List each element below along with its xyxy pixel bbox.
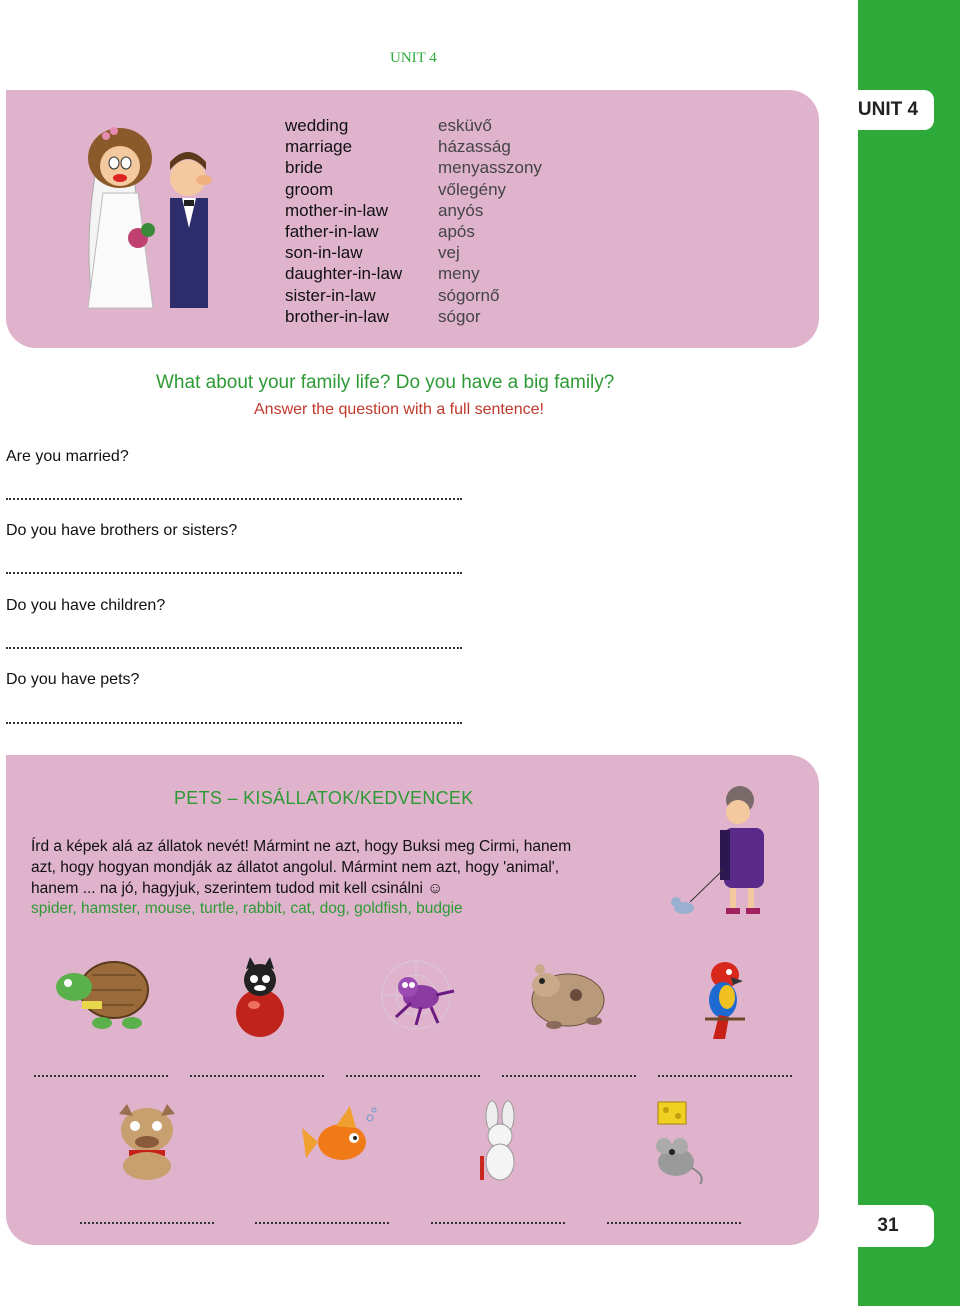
pets-instruction-line: Írd a képek alá az állatok nevét! Mármint ne azt, hogy Buksi meg Cirmi, hanem	[31, 838, 572, 855]
answer-line[interactable]	[6, 572, 462, 574]
vocab-english: groom	[285, 179, 334, 199]
pets-instruction	[31, 836, 661, 899]
rabbit-illustration	[466, 1100, 536, 1185]
questions-instruction: Answer the question with a full sentence!	[254, 401, 544, 418]
vocab-hungarian: vej	[438, 243, 460, 263]
goldfish-illustration	[300, 1100, 380, 1185]
question-pets: Do you have pets?	[6, 671, 140, 688]
vocab-english: wedding	[285, 116, 349, 135]
woman-with-dog-illustration	[668, 780, 778, 925]
vocab-english: brother-in-law	[285, 306, 389, 326]
pet-name-blank[interactable]	[502, 1075, 636, 1077]
vocab-english: mother-in-law	[285, 200, 388, 220]
running-header: UNIT 4	[390, 50, 437, 66]
turtle-illustration	[52, 955, 152, 1035]
pet-name-blank[interactable]	[658, 1075, 792, 1077]
pets-instruction-line: azt, hogy hogyan mondják az állatot angolul. Mármint nem azt, hogy 'animal',	[31, 859, 560, 876]
vocab-hungarian: sógornő	[438, 285, 500, 305]
vocab-english: son-in-law	[285, 243, 363, 263]
hamster-illustration	[518, 955, 618, 1035]
pet-name-blank[interactable]	[34, 1075, 168, 1077]
bride-groom-illustration	[78, 118, 238, 318]
vocab-hungarian: esküvő	[438, 116, 492, 135]
vocab-hungarian: após	[438, 222, 475, 242]
pets-word-list: spider, hamster, mouse, turtle, rabbit, cat, dog, goldfish, budgie	[31, 900, 463, 917]
vocab-hungarian: házasság	[438, 137, 511, 157]
pet-name-blank[interactable]	[607, 1222, 741, 1224]
spider-illustration	[366, 955, 466, 1035]
vocabulary-hungarian-column	[438, 115, 542, 327]
budgie-illustration	[695, 955, 755, 1040]
pets-instruction-line: hanem ... na jó, hagyjuk, szerintem tudod mit kell csinálni ☺	[31, 880, 444, 897]
pets-title: PETS – KISÁLLATOK/KEDVENCEK	[174, 788, 474, 808]
questions-title: What about your family life? Do you have a big family?	[156, 372, 615, 393]
answer-line[interactable]	[6, 498, 462, 500]
vocab-hungarian: meny	[438, 264, 480, 284]
vocab-hungarian: menyasszony	[438, 158, 542, 178]
pet-name-blank[interactable]	[255, 1222, 389, 1224]
vocabulary-english-column	[285, 115, 402, 327]
question-siblings: Do you have brothers or sisters?	[6, 522, 238, 539]
vocab-english: daughter-in-law	[285, 264, 403, 284]
unit-tab: UNIT 4	[842, 90, 934, 130]
vocab-hungarian: anyós	[438, 200, 484, 220]
vocab-hungarian: sógor	[438, 306, 481, 326]
vocab-hungarian: vőlegény	[438, 179, 507, 199]
answer-line[interactable]	[6, 722, 462, 724]
dog-illustration	[105, 1100, 190, 1185]
mouse-illustration	[640, 1100, 710, 1185]
pet-name-blank[interactable]	[190, 1075, 324, 1077]
vocab-english: sister-in-law	[285, 285, 376, 305]
vocab-english: father-in-law	[285, 222, 379, 242]
pet-name-blank[interactable]	[346, 1075, 480, 1077]
page-number: 31	[842, 1205, 934, 1247]
side-color-bar	[858, 0, 960, 1306]
question-married: Are you married?	[6, 448, 129, 465]
question-children: Do you have children?	[6, 597, 166, 614]
pet-name-blank[interactable]	[80, 1222, 214, 1224]
vocab-english: marriage	[285, 137, 353, 157]
pet-name-blank[interactable]	[431, 1222, 565, 1224]
answer-line[interactable]	[6, 647, 462, 649]
cat-illustration	[220, 955, 300, 1040]
vocab-english: bride	[285, 158, 323, 178]
